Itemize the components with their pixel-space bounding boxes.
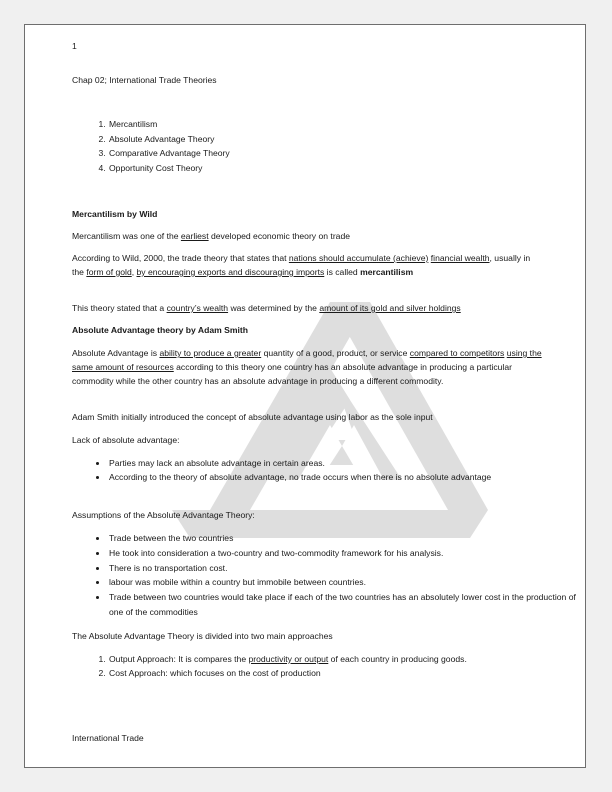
text: Output Approach: It is compares the <box>109 654 249 664</box>
underlined-text: productivity or output <box>248 654 329 664</box>
toc-item: 4. Opportunity Cost Theory <box>108 161 578 176</box>
underlined-text: amount of its gold and silver holdings <box>319 303 461 313</box>
mercantilism-para-1 <box>72 229 542 243</box>
absolute-advantage-para-1 <box>72 346 542 388</box>
chapter-title: Chap 02; International Trade Theories <box>72 75 217 85</box>
toc-item: 3. Comparative Advantage Theory <box>108 146 578 161</box>
text: Mercantilism was one of the <box>72 231 181 241</box>
approaches-list <box>72 652 578 680</box>
underlined-text: ability to produce a greater <box>159 348 262 358</box>
text: was determined by the <box>228 303 320 313</box>
text: of each country in producing goods. <box>328 654 467 664</box>
underlined-text: financial wealth <box>430 253 490 263</box>
list-item: • According to the theory of absolute advantage, no trade occurs when there is no absolute advantage <box>108 470 578 484</box>
underlined-text: country’s wealth <box>166 303 229 313</box>
text: is called <box>324 267 361 277</box>
mercantilism-para-3 <box>72 301 542 315</box>
absolute-advantage-heading: Absolute Advantage theory by Adam Smith <box>72 325 249 335</box>
underlined-text: using the same amount of resources <box>72 348 542 372</box>
list-item: • He took into consideration a two-country and two-commodity framework for his analysis. <box>108 546 578 561</box>
bold-term: mercantilism <box>360 267 414 277</box>
text: According to Wild, 2000, the trade theory that states that <box>72 253 289 263</box>
toc-item: 1. Mercantilism <box>108 117 578 132</box>
underlined-text: compared to competitors <box>409 348 505 358</box>
mercantilism-para-2 <box>72 251 542 279</box>
page-footer: International Trade <box>72 733 144 743</box>
list-item: • Trade between the two countries <box>108 531 578 546</box>
lack-list <box>72 456 578 484</box>
underlined-text: nations should accumulate (achieve) <box>288 253 429 263</box>
absolute-advantage-para-2: Adam Smith initially introduced the concept of absolute advantage using labor as the sole input <box>72 412 433 422</box>
underlined-text: by encouraging exports and discouraging imports <box>136 267 325 277</box>
mercantilism-heading: Mercantilism by Wild <box>72 209 158 219</box>
page-number: 1 <box>72 41 77 51</box>
text: , <box>131 267 137 277</box>
text: quantity of a good, product, or service <box>261 348 410 358</box>
assumptions-list <box>72 531 578 620</box>
text: , usually in the <box>72 253 531 277</box>
lack-label: Lack of absolute advantage: <box>72 435 180 445</box>
assumptions-label: Assumptions of the Absolute Advantage Theory: <box>72 510 255 520</box>
document-page <box>24 24 586 768</box>
text: Absolute Advantage is <box>72 348 160 358</box>
list-item: • There is no transportation cost. <box>108 561 578 576</box>
list-item: 2. Cost Approach: which focuses on the cost of production <box>108 666 578 680</box>
toc-list <box>72 117 578 175</box>
underlined-text: form of gold <box>86 267 132 277</box>
text: according to this theory one country has an absolute advantage in producing a particular commodity while the other country has an absolute advantage in producing a different commodity. <box>72 362 512 386</box>
list-item: • Trade between two countries would take place if each of the two countries has an absolutely lower cost in the production of one of the commodities <box>108 590 578 620</box>
list-item: • Parties may lack an absolute advantage in certain areas. <box>108 456 578 470</box>
list-item: • labour was mobile within a country but immobile between countries. <box>108 575 578 590</box>
text: This theory stated that a <box>72 303 167 313</box>
toc-item: 2. Absolute Advantage Theory <box>108 132 578 147</box>
underlined-text: earliest <box>180 231 209 241</box>
approaches-label: The Absolute Advantage Theory is divided into two main approaches <box>72 631 333 641</box>
list-item <box>108 652 578 666</box>
text: developed economic theory on trade <box>208 231 351 241</box>
